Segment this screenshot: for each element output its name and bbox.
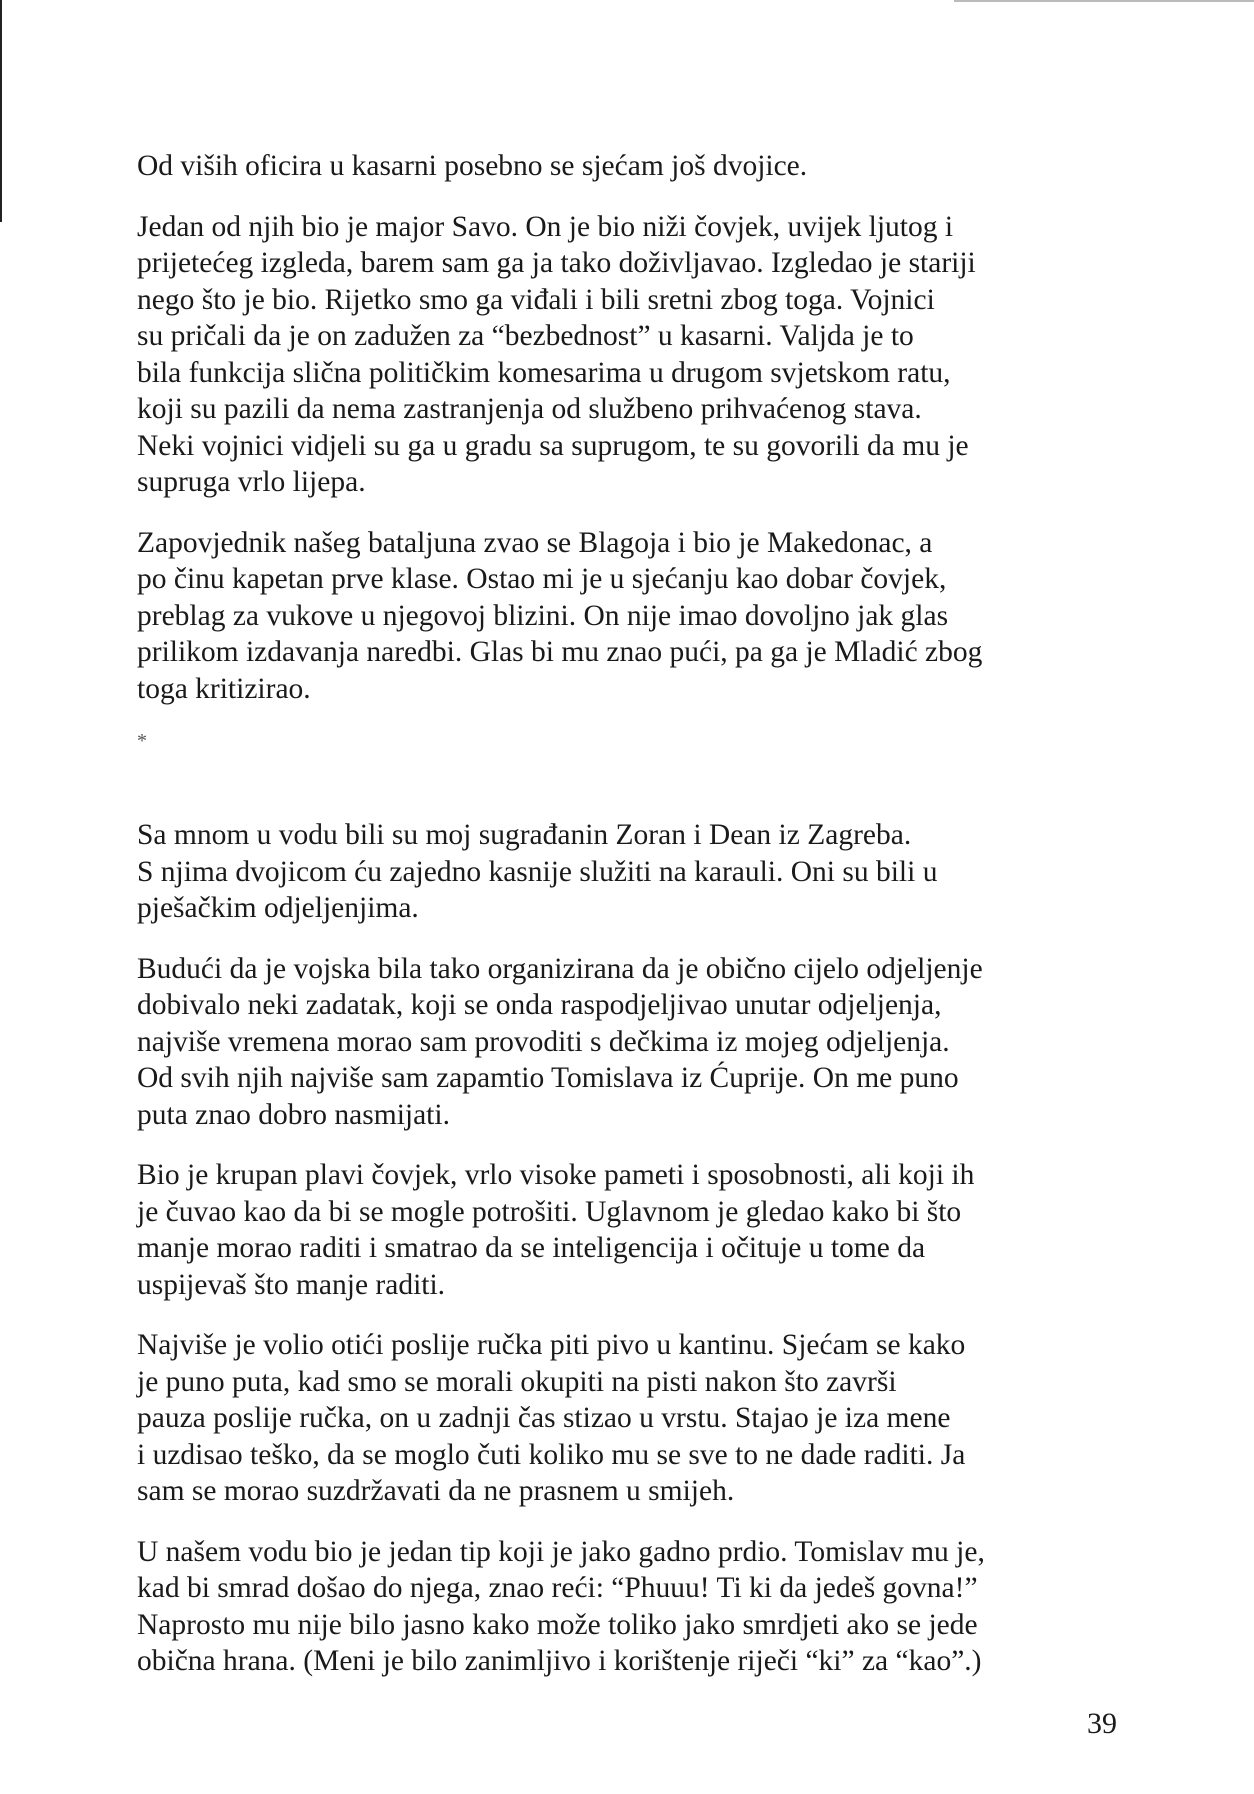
text-line: najviše vremena morao sam provoditi s dečkima iz mojeg odjeljenja. [137,1025,950,1058]
text-line: Jedan od njih bio je major Savo. On je bio niži čovjek, uvijek ljutog i [137,210,954,243]
paragraph [137,525,1137,708]
text-line: po činu kapetan prve klase. Ostao mi je u sjećanju kao dobar čovjek, [137,563,947,595]
body-text [137,148,1137,1704]
text-line: Najviše je volio otići poslije ručka piti pivo u kantinu. Sjećam se kako [137,1329,966,1361]
text-line: Bio je krupan plavi čovjek, vrlo visoke pameti i sposobnosti, ali koji ih [137,1159,975,1191]
paragraph [137,1157,1137,1303]
text-line: kad bi smrad došao do njega, znao reći: “Phuuu! Ti ki da jedeš govna!” [137,1572,978,1604]
text-line: su pričali da je on zadužen za “bezbednost” u kasarni. Valjda je to [137,320,914,352]
text-line: je puno puta, kad smo se morali okupiti na pisti nakon što završi [137,1365,897,1398]
paragraph [137,1327,1137,1510]
text-line: sam se morao suzdržavati da ne prasnem u smijeh. [137,1475,735,1507]
text-line: Budući da je vojska bila tako organizirana da je obično cijelo odjeljenje [137,952,983,985]
scan-edge-top [954,0,1254,2]
text-line: preblag za vukove u njegovoj blizini. On nije imao dovoljno jak glas [137,599,949,632]
text-line: S njima dvojicom ću zajedno kasnije služiti na karauli. Oni su bili u [137,855,938,888]
text-line: obična hrana. (Meni je bilo zanimljivo i korištenje riječi “ki” za “kao”.) [137,1645,982,1677]
paragraph [137,148,1137,185]
page-number: 39 [1087,1707,1117,1740]
text-line: supruga vrlo lijepa. [137,466,366,498]
text-line: dobivalo neki zadatak, koji se onda raspodjeljivao unutar odjeljenja, [137,989,942,1021]
paragraph [137,209,1137,501]
text-line: puta znao dobro nasmijati. [137,1098,450,1131]
paragraph [137,817,1137,927]
text-line: pješačkim odjeljenjima. [137,892,419,924]
text-line: Od viših oficira u kasarni posebno se sjećam još dvojice. [137,150,808,182]
text-line: Naprosto mu nije bilo jasno kako može toliko jako smrdjeti ako se jede [137,1608,978,1641]
text-line: toga kritizirao. [137,672,311,705]
text-line: je čuvao kao da bi se mogle potrošiti. Uglavnom je gledao kako bi što [137,1195,962,1228]
scan-edge-left [0,0,2,222]
text-line: nego što je bio. Rijetko smo ga viđali i bili sretni zbog toga. Vojnici [137,283,935,316]
text-line: U našem vodu bio je jedan tip koji je jako gadno prdio. Tomislav mu je, [137,1535,985,1568]
text-line: Neki vojnici vidjeli su ga u gradu sa suprugom, te su govorili da mu je [137,429,969,462]
text-line: bila funkcija slična političkim komesarima u drugom svjetskom ratu, [137,356,951,389]
text-line: koji su pazili da nema zastranjenja od službeno prihvaćenog stava. [137,393,922,425]
text-line: uspijevaš što manje raditi. [137,1268,446,1301]
text-line: pauza poslije ručka, on u zadnji čas stizao u vrstu. Stajao je iza mene [137,1402,951,1434]
text-line: prijetećeg izgleda, barem sam ga ja tako doživljavao. Izgledao je stariji [137,247,976,279]
text-line: Od svih njih najviše sam zapamtio Tomislava iz Ćuprije. On me puno [137,1062,959,1094]
text-line: manje morao raditi i smatrao da se inteligencija i očituje u tome da [137,1232,926,1264]
section-separator: * [137,730,147,752]
paragraph [137,1534,1137,1680]
text-line: Zapovjednik našeg bataljuna zvao se Blagoja i bio je Makedonac, a [137,526,933,559]
text-line: i uzdisao teško, da se moglo čuti koliko mu se sve to ne dade raditi. Ja [137,1438,966,1471]
paragraph [137,951,1137,1134]
text-line: Sa mnom u vodu bili su moj sugrađanin Zoran i Dean iz Zagreba. [137,819,912,851]
text-line: prilikom izdavanja naredbi. Glas bi mu znao pući, pa ga je Mladić zbog [137,636,983,668]
